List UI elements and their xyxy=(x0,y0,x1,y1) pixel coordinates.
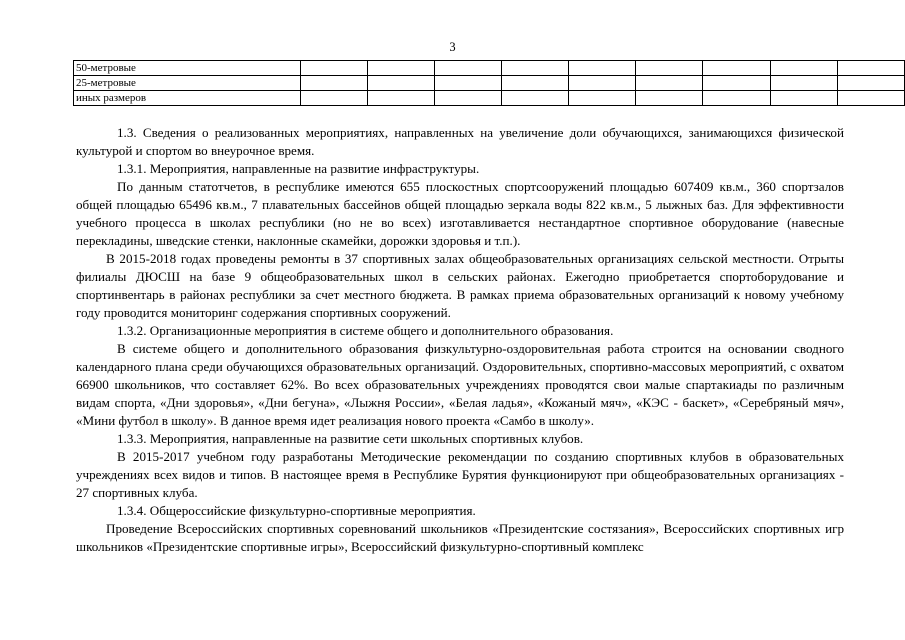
table-cell xyxy=(837,61,904,76)
table-row-label: 50-метровые xyxy=(74,61,301,76)
table-cell xyxy=(569,76,636,91)
table-row xyxy=(74,76,905,91)
paragraph-clubs: В 2015-2017 учебном году разработаны Методические рекомендации по созданию спортивных клубов в образовательных учреждениях всех видов и типов. В настоящее время в Республике Бурятия функционируют при общеобразовательных организациях - 27 спортивных клуба. xyxy=(76,449,844,500)
subsection-heading-1-3-4: 1.3.4. Общероссийские физкультурно-спортивные мероприятия. xyxy=(117,503,476,518)
table-cell xyxy=(300,61,367,76)
table-cell xyxy=(636,76,703,91)
subsection-heading-1-3-2: 1.3.2. Организационные мероприятия в системе общего и дополнительного образования. xyxy=(117,323,614,338)
paragraph-organizational: В системе общего и дополнительного образования физкультурно-оздоровительная работа строится на основании сводного календарного плана среди обучающихся образовательных организаций. Оздоровительных, спортивно-массовых мероприятий, с охватом 66900 школьников, что составляет 62%. Во всех образовательных учреждениях проводятся свои малые спартакиады по различным видам спорта, «Дни здоровья», «Дни бегуна», «Лыжня России», «Белая ладья», «Кожаный мяч», «КЭС - баскет», «Серебряный мяч», «Мини футбол в школу». В данное время идет реализация нового проекта «Самбо в школу». xyxy=(76,341,844,428)
paragraph-infrastructure: По данным статотчетов, в республике имеются 655 плоскостных спортсооружений площадью 607409 кв.м., 360 спортзалов общей площадью 65496 кв.м., 7 плавательных бассейнов общей площадью зеркала воды 822 кв.м., 5 лыжных баз. Для эффективности учебного процесса в школах республики (но не во всех) изготавливается нестандартное спортивное оборудование (навесные перекладины, шведские стенки, наклонные скамейки, дорожки здоровья и т.п.). xyxy=(76,179,844,248)
section-heading-1-3: 1.3. Сведения о реализованных мероприятиях, направленных на увеличение доли обучающихся, занимающихся физической культурой и спортом во внеурочное время. xyxy=(76,125,844,158)
table-row xyxy=(74,91,905,106)
table-cell xyxy=(569,61,636,76)
table-row-label: 25-метровые xyxy=(74,76,301,91)
table-row-label: иных размеров xyxy=(74,91,301,106)
table-cell xyxy=(703,61,770,76)
table-cell xyxy=(501,61,568,76)
subsection-heading-1-3-3: 1.3.3. Мероприятия, направленные на развитие сети школьных спортивных клубов. xyxy=(117,431,584,446)
table-cell xyxy=(501,91,568,106)
table-cell xyxy=(837,91,904,106)
table-cell xyxy=(434,76,501,91)
table-cell xyxy=(434,61,501,76)
table-cell xyxy=(636,61,703,76)
table-cell xyxy=(770,76,837,91)
table-cell xyxy=(367,76,434,91)
table-cell xyxy=(569,91,636,106)
table-cell xyxy=(703,76,770,91)
table-cell xyxy=(300,76,367,91)
table-cell xyxy=(434,91,501,106)
paragraph-repairs: В 2015-2018 годах проведены ремонты в 37 спортивных залах общеобразовательных организациях сельской местности. Отрыты филиалы ДЮСШ на базе 9 общеобразовательных школ в сельских районах. Ежегодно приобретается спортоборудование и спортинвентарь в районах республики за счет местного бюджета. В рамках приема образовательных организаций к новому учебному году проводится мониторинг содержания спортивных сооружений. xyxy=(76,251,844,320)
table-cell xyxy=(770,91,837,106)
table-cell xyxy=(770,61,837,76)
table-cell xyxy=(636,91,703,106)
facilities-table xyxy=(73,60,905,106)
table-cell xyxy=(501,76,568,91)
table-cell xyxy=(703,91,770,106)
page-number: 3 xyxy=(449,40,456,54)
table-cell xyxy=(367,61,434,76)
table-cell xyxy=(300,91,367,106)
table-cell xyxy=(837,76,904,91)
paragraph-competitions: Проведение Всероссийских спортивных соревнований школьников «Президентские состязания», Всероссийских спортивных игр школьников «Президентские спортивные игры», Всероссийский физкультурно-спортивный комплекс xyxy=(76,521,844,554)
subsection-heading-1-3-1: 1.3.1. Мероприятия, направленные на развитие инфраструктуры. xyxy=(117,161,480,176)
body-text xyxy=(76,124,844,556)
table-cell xyxy=(367,91,434,106)
table-row xyxy=(74,61,905,76)
